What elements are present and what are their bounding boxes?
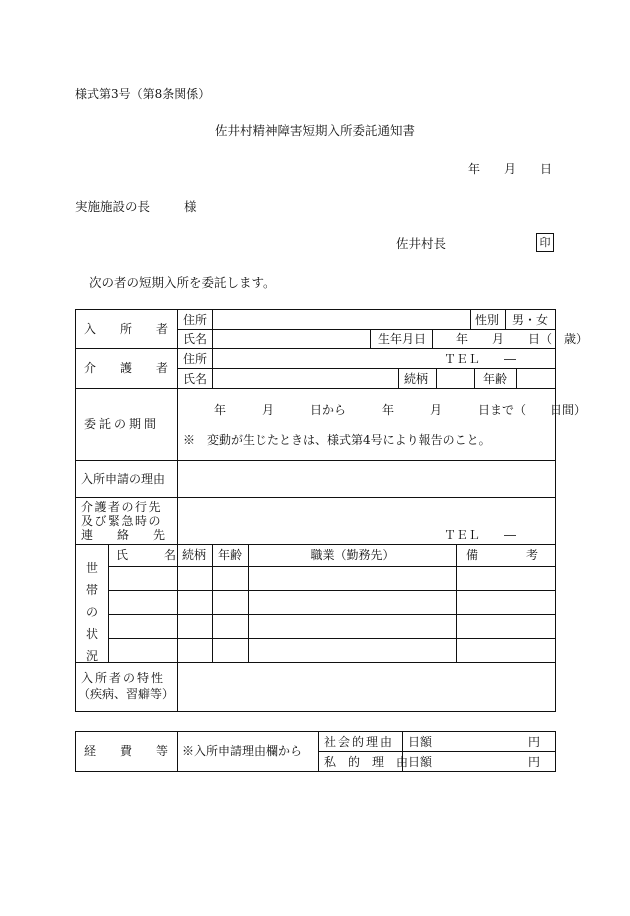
sender: 佐井村長 — [396, 236, 447, 251]
intro-text: 次の者の短期入所を委託します。 — [89, 275, 276, 290]
birth-date-format[interactable]: 年 月 日（ 歳） — [456, 332, 589, 346]
seal-stamp: 印 — [536, 233, 554, 252]
household-label-char: 世 — [86, 561, 99, 575]
social-yen: 円 — [528, 735, 541, 749]
period-range[interactable]: 年 月 日から 年 月 日まで（ 日間） — [214, 403, 587, 417]
birth-date-label: 生年月日 — [378, 332, 427, 346]
caregiver-tel[interactable]: ＴＥＬ ― — [444, 352, 517, 366]
household-header-occupation: 職業（勤務先） — [310, 548, 395, 562]
destination-tel[interactable]: ＴＥＬ ― — [444, 528, 517, 542]
private-reason-label: 私 的 理 由 — [324, 755, 409, 769]
caregiver-relation-label: 続柄 — [404, 372, 429, 386]
caregiver-age-label: 年齢 — [483, 372, 508, 386]
sex-value[interactable]: 男・女 — [512, 313, 549, 327]
addressee-suffix: 様 — [184, 199, 197, 214]
characteristics-label-2: （疾病、習癖等） — [78, 687, 175, 701]
resident-address-label: 住所 — [183, 313, 208, 327]
date-day: 日 — [540, 162, 553, 176]
destination-label-2: 及び緊急時の — [81, 514, 163, 528]
resident-label: 入 所 者 — [84, 322, 169, 336]
resident-name-label: 氏名 — [183, 332, 208, 346]
period-label: 委託の期間 — [84, 417, 160, 431]
destination-label-3: 連 絡 先 — [81, 528, 166, 542]
household-label-char: の — [86, 605, 99, 619]
period-note: ※ 変動が生じたときは、様式第4号により報告のこと。 — [183, 433, 491, 447]
caregiver-address-label: 住所 — [183, 352, 208, 366]
household-label-char: 況 — [86, 649, 99, 663]
caregiver-label: 介 護 者 — [84, 361, 169, 375]
characteristics-label-1: 入所者の特性 — [81, 671, 166, 685]
social-daily-label: 日額 — [408, 735, 433, 749]
sex-label: 性別 — [475, 313, 500, 327]
household-label-char: 状 — [86, 627, 99, 641]
household-header-age: 年齢 — [218, 548, 243, 562]
private-daily-label: 日額 — [408, 755, 433, 769]
form-number: 様式第3号（第8条関係） — [75, 87, 211, 101]
reason-label: 入所申請の理由 — [81, 472, 166, 486]
date-month: 月 — [504, 162, 517, 176]
destination-label-1: 介護者の行先 — [81, 500, 163, 514]
private-yen: 円 — [528, 755, 541, 769]
document-title: 佐井村精神障害短期入所委託通知書 — [214, 123, 415, 138]
expenses-label: 経 費 等 — [84, 744, 169, 758]
social-reason-label: 社会的理由 — [324, 735, 395, 749]
addressee-prefix: 実施施設の長 — [75, 199, 151, 214]
household-header-name: 氏 名 — [116, 548, 177, 562]
caregiver-name-label: 氏名 — [183, 372, 208, 386]
household-header-relation: 続柄 — [182, 548, 207, 562]
expenses-note: ※入所申請理由欄から — [182, 744, 303, 758]
date-year: 年 — [468, 162, 481, 176]
household-label-char: 帯 — [86, 583, 99, 597]
household-header-remarks: 備 考 — [466, 548, 539, 562]
